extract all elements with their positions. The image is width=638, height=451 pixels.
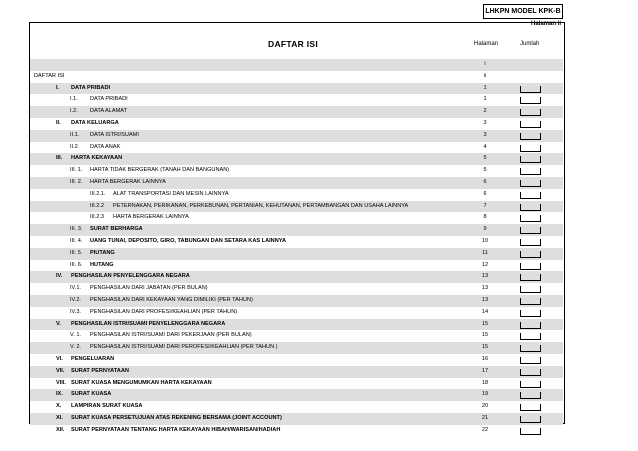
toc-row-code: XII. bbox=[56, 426, 65, 433]
page-title: DAFTAR ISI bbox=[268, 39, 319, 49]
toc-row-page-number: 12 bbox=[481, 261, 489, 268]
jumlah-count-box bbox=[520, 286, 541, 293]
toc-row-code: II. bbox=[56, 119, 61, 126]
jumlah-count-box bbox=[520, 263, 541, 270]
toc-row-code: III.2.2 bbox=[90, 202, 104, 209]
toc-row-page-number: 6 bbox=[483, 178, 487, 185]
toc-row-label: DATA PRIBADI bbox=[71, 84, 111, 91]
jumlah-count-box bbox=[520, 156, 541, 163]
toc-row-label: SURAT PERNYATAAN TENTANG HARTA KEKAYAAN HIBAH/WARISAN/HADIAH bbox=[71, 426, 281, 433]
toc-row-label: PENGHASILAN DARI JABATAN (PER BULAN) bbox=[90, 285, 208, 292]
toc-row-label: SURAT BERHARGA bbox=[90, 226, 143, 233]
toc-row bbox=[30, 330, 563, 342]
toc-row bbox=[30, 165, 563, 177]
jumlah-count-box bbox=[520, 97, 541, 104]
toc-row-label: SURAT PERNYATAAN bbox=[71, 367, 129, 374]
toc-row-code: X. bbox=[56, 403, 62, 410]
column-header-halaman: Halaman bbox=[474, 41, 499, 47]
jumlah-count-box bbox=[520, 192, 541, 199]
toc-row-page-number: 1 bbox=[483, 84, 487, 91]
jumlah-count-box bbox=[520, 416, 541, 423]
jumlah-count-box bbox=[520, 428, 541, 435]
toc-row bbox=[30, 224, 563, 236]
toc-row bbox=[30, 425, 563, 437]
toc-row bbox=[30, 413, 563, 425]
toc-row-code: III. 5. bbox=[70, 249, 83, 256]
toc-row-label: DATA ISTRI/SUAMI bbox=[90, 131, 139, 138]
toc-row bbox=[30, 271, 563, 283]
toc-row-page-number: 5 bbox=[483, 167, 487, 174]
toc-row-page-number: 21 bbox=[481, 414, 489, 421]
toc-row-code: I. bbox=[56, 84, 60, 91]
toc-row bbox=[30, 295, 563, 307]
toc-row-page-number: 11 bbox=[482, 249, 488, 256]
toc-row-label: PENGHASILAN PENYELENGGARA NEGARA bbox=[71, 273, 190, 280]
toc-row bbox=[30, 342, 563, 354]
toc-row-code: IV.3. bbox=[70, 308, 81, 315]
toc-row-code: III. bbox=[56, 155, 63, 162]
jumlah-count-box bbox=[520, 168, 541, 175]
toc-row-label: HARTA KEKAYAAN bbox=[71, 155, 123, 162]
toc-row-page-number: 15 bbox=[481, 344, 489, 351]
toc-row bbox=[30, 212, 563, 224]
toc-row-label: PETERNAKAN, PERIKANAN, PERKEBUNAN, PERTANIAN, KEHUTANAN, PERTAMBANGAN DAN USAHA LAINNYA bbox=[113, 202, 409, 209]
toc-row-label: HARTA BERGERAK LAINNYA bbox=[113, 214, 189, 221]
toc-row-code: VI. bbox=[56, 355, 63, 362]
jumlah-count-box bbox=[520, 251, 541, 258]
toc-row-page-number: 13 bbox=[481, 285, 489, 292]
toc-row bbox=[30, 106, 563, 118]
jumlah-count-box bbox=[520, 180, 541, 187]
toc-row-page-number: 7 bbox=[483, 202, 487, 209]
toc-row-code: V. 1. bbox=[70, 332, 81, 339]
form-model-badge: LHKPN MODEL KPK-B bbox=[483, 4, 563, 19]
toc-row-label: PENGHASILAN DARI PROFESI/KEAHLIAN (PER TAHUN) bbox=[90, 308, 238, 315]
toc-row-label: PENGELUARAN bbox=[71, 355, 115, 362]
toc-row-code: II.1. bbox=[70, 131, 80, 138]
toc-row-label: SURAT KUASA MENGUMUMKAN HARTA KEKAYAAN bbox=[71, 379, 212, 386]
toc-row-page-number: 8 bbox=[483, 214, 487, 221]
toc-row-label: ALAT TRANSPORTASI DAN MESIN LAINNYA bbox=[113, 190, 229, 197]
jumlah-count-box bbox=[520, 215, 541, 222]
toc-row bbox=[30, 189, 563, 201]
toc-row-label: PENGHASILAN ISTRI/SUAMI DARI PEKERJAAN (PER BULAN) bbox=[90, 332, 252, 339]
toc-row-page-number: 15 bbox=[481, 320, 489, 327]
toc-row-page-number: 1 bbox=[483, 96, 487, 103]
toc-row-label: DATA ALAMAT bbox=[90, 108, 127, 115]
toc-row-code: VII. bbox=[56, 367, 65, 374]
toc-row bbox=[30, 177, 563, 189]
jumlah-count-box bbox=[520, 404, 541, 411]
toc-row-page-number: 19 bbox=[481, 391, 489, 398]
toc-row-code: III. 6. bbox=[70, 261, 83, 268]
jumlah-count-box bbox=[520, 121, 541, 128]
toc-row bbox=[30, 378, 563, 390]
toc-row-label: DAFTAR ISI bbox=[34, 72, 65, 79]
toc-row bbox=[30, 307, 563, 319]
toc-row-code: IV.2. bbox=[70, 296, 81, 303]
toc-row-code: IV.1. bbox=[70, 285, 81, 292]
toc-row-code: II.2. bbox=[70, 143, 80, 150]
toc-row-page-number: 13 bbox=[481, 296, 489, 303]
toc-row-page-number: 3 bbox=[483, 119, 487, 126]
toc-row-code: III. 1. bbox=[70, 167, 83, 174]
toc-row bbox=[30, 59, 563, 71]
toc-row bbox=[30, 83, 563, 95]
toc-row-page-number: 9 bbox=[483, 226, 487, 233]
toc-row-label: PENGHASILAN ISTRI/SUAMI DARI PEROFESI/KEAHLIAN (PER TAHUN ) bbox=[90, 344, 278, 351]
jumlah-count-box bbox=[520, 133, 541, 140]
toc-row-page-number: 6 bbox=[483, 190, 487, 197]
toc-row-page-number: 15 bbox=[481, 332, 489, 339]
toc-row-code: VIII. bbox=[56, 379, 66, 386]
toc-row-label: DATA PRIBADI bbox=[90, 96, 128, 103]
toc-row-code: XI. bbox=[56, 414, 63, 421]
toc-row-page-number: 20 bbox=[481, 403, 489, 410]
table-of-contents bbox=[30, 59, 563, 437]
jumlah-count-box bbox=[520, 227, 541, 234]
toc-row bbox=[30, 236, 563, 248]
column-header-jumlah: Jumlah bbox=[520, 41, 540, 47]
toc-row bbox=[30, 260, 563, 272]
toc-row-page-number: i bbox=[484, 61, 486, 67]
jumlah-count-box bbox=[520, 392, 541, 399]
toc-row-code: I.2. bbox=[70, 108, 78, 115]
toc-row-label: HARTA TIDAK BERGERAK (TANAH DAN BANGUNAN) bbox=[90, 167, 230, 174]
toc-row-label: HUTANG bbox=[90, 261, 114, 268]
toc-row-page-number: 18 bbox=[481, 379, 489, 386]
toc-row-label: PENGHASILAN ISTRI/SUAMI PENYELENGGARA NEGARA bbox=[71, 320, 226, 327]
jumlah-count-box bbox=[520, 310, 541, 317]
jumlah-count-box bbox=[520, 322, 541, 329]
toc-row-label: HARTA BERGERAK LAINNYA bbox=[90, 178, 166, 185]
toc-row-code: III. 3. bbox=[70, 226, 83, 233]
jumlah-count-box bbox=[520, 274, 541, 281]
toc-row bbox=[30, 389, 563, 401]
jumlah-count-box bbox=[520, 333, 541, 340]
toc-row-page-number: 2 bbox=[483, 108, 487, 115]
toc-row bbox=[30, 71, 563, 83]
toc-row bbox=[30, 142, 563, 154]
toc-row-label: SURAT KUASA bbox=[71, 391, 112, 398]
jumlah-count-box bbox=[520, 369, 541, 376]
toc-row bbox=[30, 401, 563, 413]
toc-row-page-number: 3 bbox=[483, 131, 487, 138]
toc-row bbox=[30, 118, 563, 130]
jumlah-count-box bbox=[520, 239, 541, 246]
toc-row-label: DATA ANAK bbox=[90, 143, 121, 150]
toc-row-page-number: 5 bbox=[483, 155, 487, 162]
toc-row-label: LAMPIRAN SURAT KUASA bbox=[71, 403, 143, 410]
toc-row-code: III. 2. bbox=[70, 178, 83, 185]
toc-row-label: PIUTANG bbox=[90, 249, 115, 256]
toc-row-code: III. 4. bbox=[70, 237, 83, 244]
toc-row-label: UANG TUNAI, DEPOSITO, GIRO, TABUNGAN DAN SETARA KAS LAINNYA bbox=[90, 237, 286, 244]
page-number-label: Halaman ii bbox=[531, 21, 562, 27]
toc-row-code: V. 2. bbox=[70, 344, 81, 351]
toc-row-label: PENGHASILAN DARI KEKAYAAN YANG DIMILIKI (PER TAHUN) bbox=[90, 296, 253, 303]
toc-row bbox=[30, 94, 563, 106]
toc-row-page-number: ii bbox=[483, 72, 487, 79]
toc-row-code: IV. bbox=[56, 273, 63, 280]
toc-row-code: V. bbox=[56, 320, 61, 327]
toc-row bbox=[30, 319, 563, 331]
toc-row bbox=[30, 366, 563, 378]
jumlah-count-box bbox=[520, 109, 541, 116]
toc-row bbox=[30, 201, 563, 213]
toc-row-label: SURAT KUASA PERSETUJUAN ATAS REKENING BERSAMA (JOINT ACCOUNT) bbox=[71, 414, 282, 421]
toc-row-code: IX. bbox=[56, 391, 63, 398]
toc-row-page-number: 10 bbox=[481, 237, 489, 244]
toc-row-label: DATA KELUARGA bbox=[71, 119, 119, 126]
toc-row-page-number: 17 bbox=[481, 367, 489, 374]
jumlah-count-box bbox=[520, 357, 541, 364]
toc-row bbox=[30, 354, 563, 366]
jumlah-count-box bbox=[520, 145, 541, 152]
toc-row-page-number: 4 bbox=[483, 143, 487, 150]
toc-row-code: III.2.3 bbox=[90, 214, 104, 221]
toc-row-page-number: 22 bbox=[481, 426, 489, 433]
toc-row-code: III.2.1. bbox=[90, 190, 106, 197]
jumlah-count-box bbox=[520, 204, 541, 211]
jumlah-count-box bbox=[520, 298, 541, 305]
jumlah-count-box bbox=[520, 381, 541, 388]
toc-row-code: I.1. bbox=[70, 96, 78, 103]
jumlah-count-box bbox=[520, 86, 541, 93]
toc-row bbox=[30, 283, 563, 295]
toc-row bbox=[30, 153, 563, 165]
jumlah-count-box bbox=[520, 345, 541, 352]
toc-row-page-number: 14 bbox=[481, 308, 489, 315]
toc-row bbox=[30, 130, 563, 142]
toc-row-page-number: 16 bbox=[481, 355, 489, 362]
toc-row bbox=[30, 248, 563, 260]
toc-row-page-number: 13 bbox=[481, 273, 489, 280]
